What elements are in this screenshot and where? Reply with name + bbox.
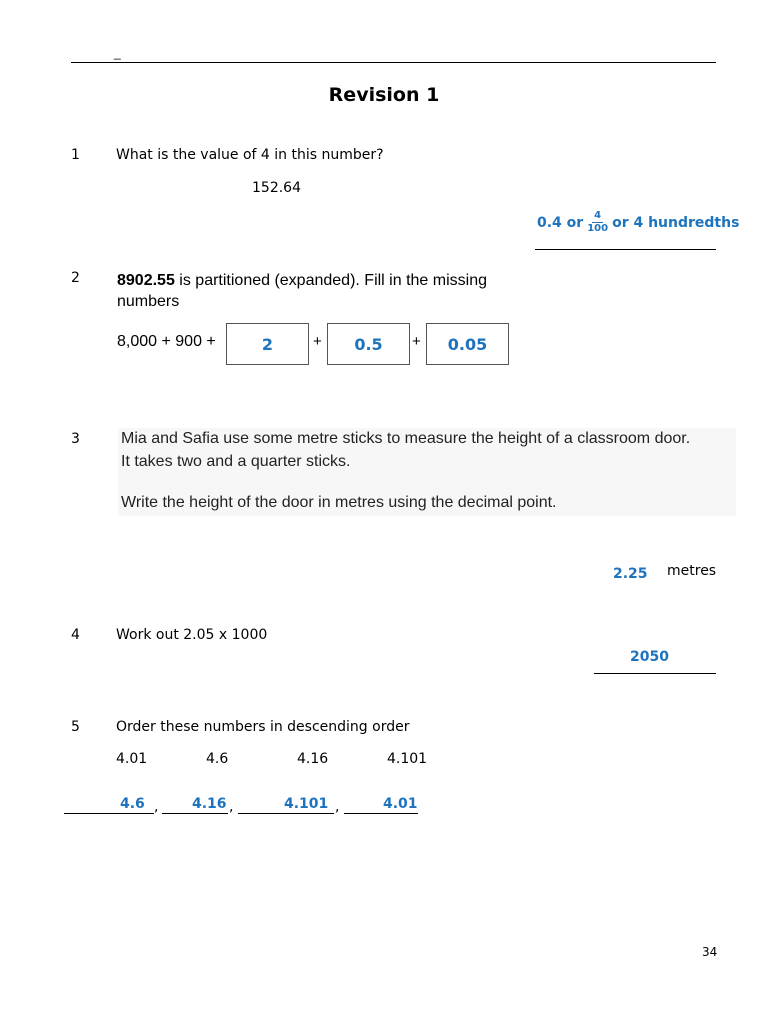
number-item: 4.6 [206,751,229,767]
number-item: 4.01 [116,751,148,767]
answer-box-2[interactable] [327,323,410,365]
answer-box-1-value: 2 [261,334,274,354]
answer-fraction [587,210,608,235]
question-1-value: 152.64 [252,180,301,196]
question-3-line-2: It takes two and a quarter sticks. [121,453,351,470]
question-3-text [118,428,736,516]
page-title: Revision 1 [328,84,440,106]
answer-blank-3 [238,813,334,814]
question-3-answer: 2.25 [613,566,648,582]
expansion-prefix: 8,000 + 900 + [117,333,216,350]
answer-box-3[interactable] [426,323,509,365]
question-2-text-rest: is partitioned (expanded). Fill in the missing numbers [117,272,487,310]
answer-suffix: or 4 hundredths [612,214,740,231]
number-item: 4.16 [297,751,329,767]
question-3-line-3: Write the height of the door in metres using the decimal point. [121,494,557,511]
answer-box-2-value: 0.5 [354,334,383,354]
question-4-answer-line [594,673,716,674]
question-1-number: 1 [71,147,80,163]
number-item: 4.101 [387,751,428,767]
page-number: 34 [702,945,718,959]
answer-blank-4-value: 4.01 [383,796,418,812]
answer-box-1[interactable] [226,323,309,365]
answer-blank-4 [344,813,418,814]
question-5-number: 5 [71,719,80,735]
question-4-text: Work out 2.05 x 1000 [116,627,268,643]
question-4-answer: 2050 [630,649,669,665]
question-3-line-1: Mia and Safia use some metre sticks to measure the height of a classroom door. [121,430,691,447]
question-3-number: 3 [71,431,80,447]
answer-box-3-value: 0.05 [447,334,488,354]
question-4-number: 4 [71,627,80,643]
question-1-answer-line [535,249,716,250]
answer-separator: , [154,799,159,815]
answer-blank-1 [64,813,154,814]
fraction-denominator: 100 [587,223,609,234]
question-1-answer [537,210,739,235]
answer-prefix: 0.4 or [537,214,584,231]
header-dash: _ [114,46,121,60]
question-2-bold-number: 8902.55 [117,272,175,289]
answer-blank-2 [162,813,228,814]
plus-sign-2: + [412,333,421,350]
question-5-text: Order these numbers in descending order [116,719,410,735]
plus-sign-1: + [313,333,322,350]
fraction-numerator: 4 [594,210,602,221]
answer-blank-2-value: 4.16 [192,796,227,812]
answer-separator: , [335,799,340,815]
question-2-number: 2 [71,270,80,286]
header-rule [71,62,716,63]
answer-blank-1-value: 4.6 [120,796,145,812]
question-2-text [117,270,527,312]
question-1-text: What is the value of 4 in this number? [116,147,384,163]
question-3-unit: metres [667,563,717,579]
answer-separator: , [229,799,234,815]
answer-blank-3-value: 4.101 [284,796,329,812]
